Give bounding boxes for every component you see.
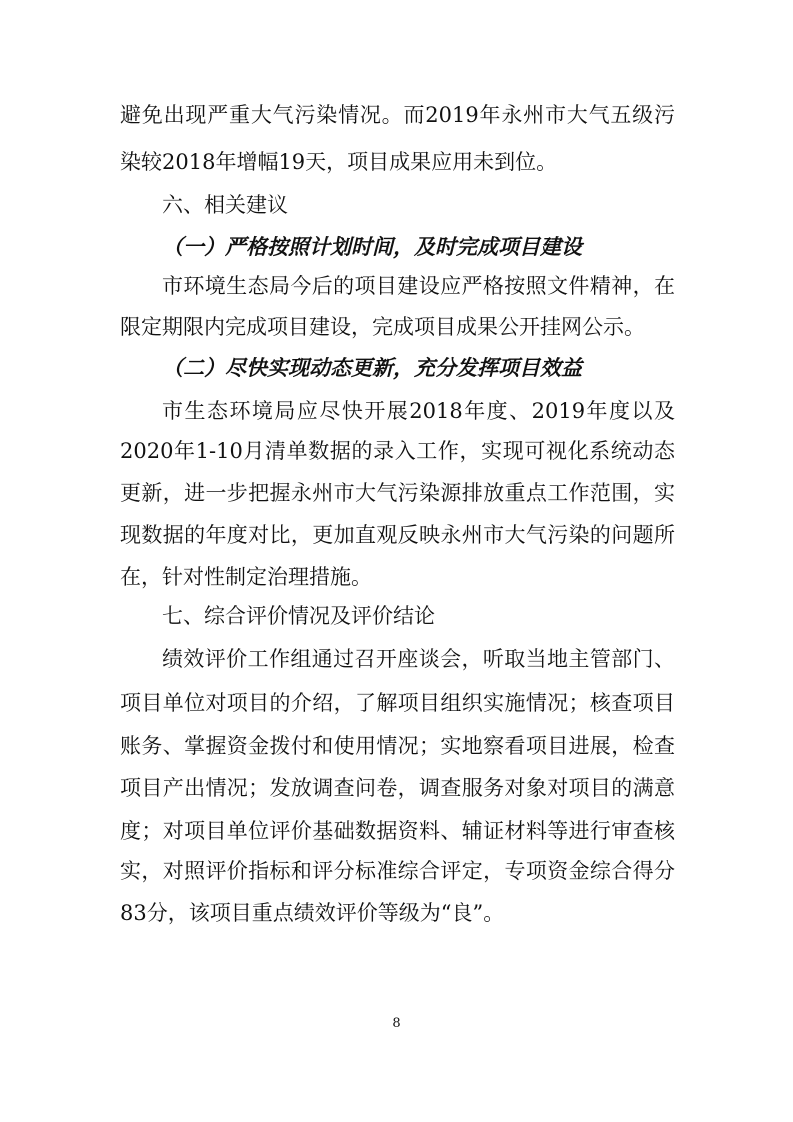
body-line: 避免出现严重大气污染情况。而2019年永州市大气五级污 [120, 103, 675, 127]
body-line: 2020年1-10月清单数据的录入工作，实现可视化系统动态 [120, 439, 675, 463]
body-line: 绩效评价工作组通过召开座谈会，听取当地主管部门、 [162, 647, 675, 671]
body-line: 度；对项目单位评价基础数据资料、辅证材料等进行审查核 [120, 819, 675, 843]
page-number: 8 [392, 1016, 401, 1031]
section-heading-7: 七、综合评价情况及评价结论 [162, 604, 435, 628]
body-line: 项目单位对项目的介绍，了解项目组织实施情况；核查项目 [120, 691, 675, 715]
body-line: 市环境生态局今后的项目建设应严格按照文件精神，在 [162, 274, 675, 298]
section-heading-6: 六、相关建议 [162, 193, 288, 217]
body-line: 现数据的年度对比，更加直观反映永州市大气污染的问题所 [120, 523, 675, 547]
body-line: 项目产出情况；发放调查问卷，调查服务对象对项目的满意 [120, 776, 675, 800]
body-line: 更新，进一步把握永州市大气污染源排放重点工作范围，实 [120, 481, 675, 505]
body-line: 染较2018年增幅19天，项目成果应用未到位。 [120, 150, 558, 174]
body-line: 市生态环境局应尽快开展2018年度、2019年度以及 [162, 399, 675, 423]
body-line: 83分，该项目重点绩效评价等级为“良”。 [120, 901, 505, 925]
subsection-heading-2: （二）尽快实现动态更新，充分发挥项目效益 [162, 355, 582, 380]
subsection-heading-1: （一）严格按照计划时间，及时完成项目建设 [162, 234, 582, 259]
body-line: 实，对照评价指标和评分标准综合评定，专项资金综合得分 [120, 859, 675, 883]
body-line: 限定期限内完成项目建设，完成项目成果公开挂网公示。 [120, 315, 645, 339]
body-line: 账务、掌握资金拨付和使用情况；实地察看项目进展，检查 [120, 734, 675, 758]
body-line: 在，针对性制定治理措施。 [120, 565, 372, 589]
